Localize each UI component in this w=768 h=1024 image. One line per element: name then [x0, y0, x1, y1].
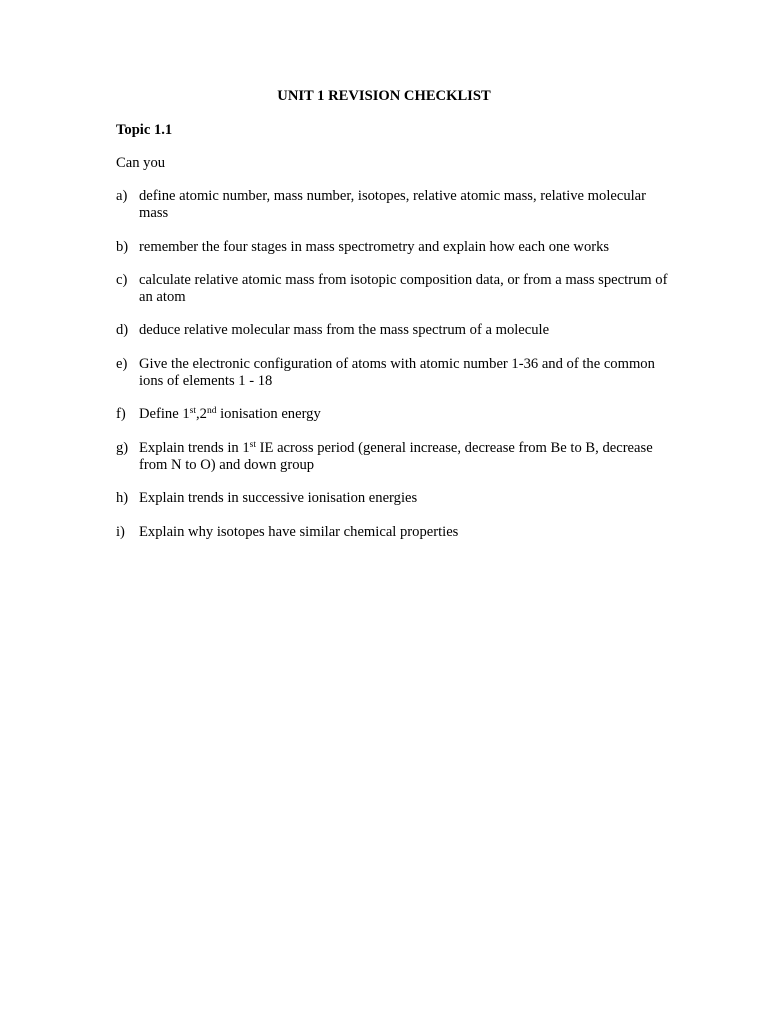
item-letter: g)	[116, 440, 129, 456]
item-letter: i)	[116, 524, 125, 540]
item-text: deduce relative molecular mass from the mass spectrum of a molecule	[139, 322, 550, 338]
item-text-part: Define 1	[139, 406, 190, 422]
item-text-part: ,2	[196, 406, 207, 422]
topic-heading: Topic 1.1	[116, 122, 173, 138]
document-title: UNIT 1 REVISION CHECKLIST	[277, 88, 491, 104]
item-text: define atomic number, mass number, isotopes, relative atomic mass, relative molecular mass	[139, 188, 647, 221]
checklist-item-g	[116, 440, 676, 474]
checklist-item-c	[116, 272, 676, 306]
checklist-item-h	[116, 490, 676, 507]
item-letter: b)	[116, 239, 129, 255]
checklist-item-i	[116, 524, 676, 541]
item-text-part: ionisation energy	[216, 406, 321, 422]
intro-text: Can you	[116, 155, 166, 171]
item-text: Explain trends in successive ionisation energies	[139, 490, 418, 506]
ordinal-superscript: st	[249, 440, 256, 450]
item-text: Give the electronic configuration of atoms with atomic number 1-36 and of the common ions of elements 1 - 18	[139, 356, 655, 389]
item-letter: c)	[116, 272, 128, 288]
item-text	[139, 406, 676, 423]
item-letter: d)	[116, 322, 129, 338]
checklist-item-f	[116, 406, 676, 423]
item-letter: a)	[116, 188, 128, 204]
ordinal-superscript: st	[189, 406, 196, 416]
item-text: Explain why isotopes have similar chemical properties	[139, 524, 459, 540]
checklist-item-d	[116, 322, 676, 339]
checklist-item-a	[116, 188, 676, 222]
item-letter: f)	[116, 406, 126, 422]
checklist-item-b	[116, 239, 676, 256]
ordinal-superscript: nd	[206, 406, 217, 416]
item-letter: e)	[116, 356, 128, 372]
item-text: remember the four stages in mass spectrometry and explain how each one works	[139, 239, 610, 255]
item-letter: h)	[116, 490, 129, 506]
item-text: calculate relative atomic mass from isotopic composition data, or from a mass spectrum of an atom	[139, 272, 668, 305]
item-text-part: Explain trends in 1	[139, 440, 250, 456]
item-text	[139, 440, 676, 474]
item-text-part: IE across period (general increase, decrease from Be to B, decrease from N to O) and down group	[139, 440, 653, 473]
checklist-item-e	[116, 356, 676, 390]
